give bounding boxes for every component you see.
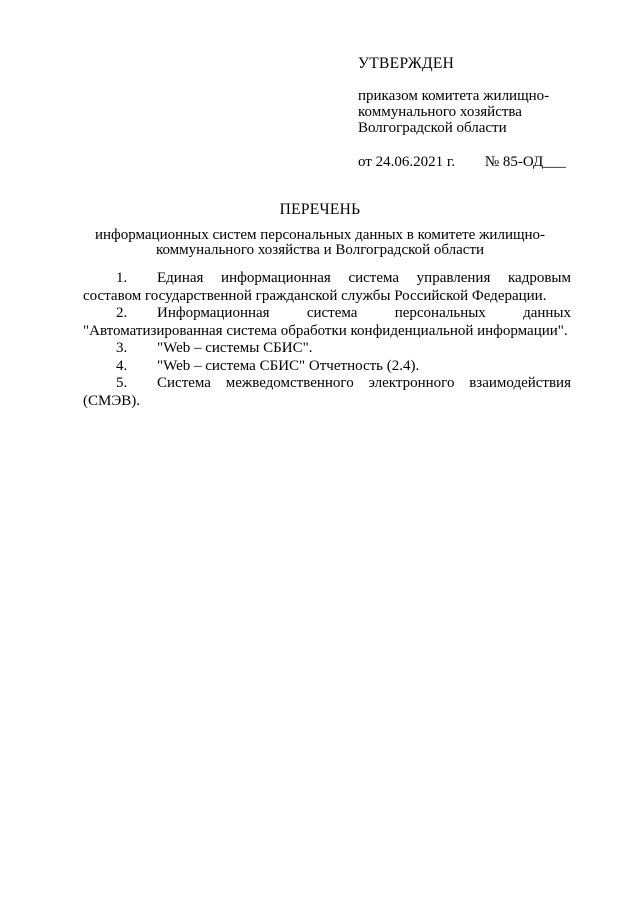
- item-number: 4.: [116, 357, 128, 374]
- list-item: [83, 340, 571, 358]
- systems-list: [83, 270, 571, 410]
- approval-block: [358, 56, 598, 170]
- item-number: 3.: [116, 340, 128, 356]
- approval-line: коммунального хозяйства: [358, 104, 522, 120]
- approval-line: приказом комитета жилищно-: [358, 88, 550, 104]
- item-number: 1.: [116, 270, 128, 286]
- approval-line: Волгоградской области: [358, 120, 507, 136]
- approval-date: 24.06.2021 г.: [375, 154, 456, 170]
- item-number: 2.: [116, 305, 128, 321]
- item-text: "Web – система СБИС" Отчетность (2.4).: [157, 357, 420, 374]
- list-item: [83, 270, 571, 305]
- item-text: Информационная система персональных данных "Автоматизированная система обработки конфиденциальной информации".: [83, 305, 571, 339]
- date-prefix: от: [358, 154, 372, 170]
- item-text: Система межведомственного электронного взаимодействия (СМЭВ).: [83, 375, 571, 409]
- approval-number: № 85-ОД___: [484, 154, 566, 170]
- list-item: [83, 305, 571, 340]
- item-text: "Web – системы СБИС".: [157, 340, 313, 356]
- approval-title: УТВЕРЖДЕН: [358, 55, 455, 72]
- document-subtitle: информационных систем персональных данных в комитете жилищно-коммунального хозяйства и Волгоградской области: [94, 227, 546, 258]
- item-text: Единая информационная система управления кадровым составом государственной гражданской службы Российской Федерации.: [83, 270, 571, 304]
- list-item: [83, 358, 571, 376]
- document-title: ПЕРЕЧЕНЬ: [279, 201, 361, 218]
- list-item: [83, 375, 571, 410]
- item-number: 5.: [116, 375, 128, 391]
- approval-date-row: [358, 154, 598, 170]
